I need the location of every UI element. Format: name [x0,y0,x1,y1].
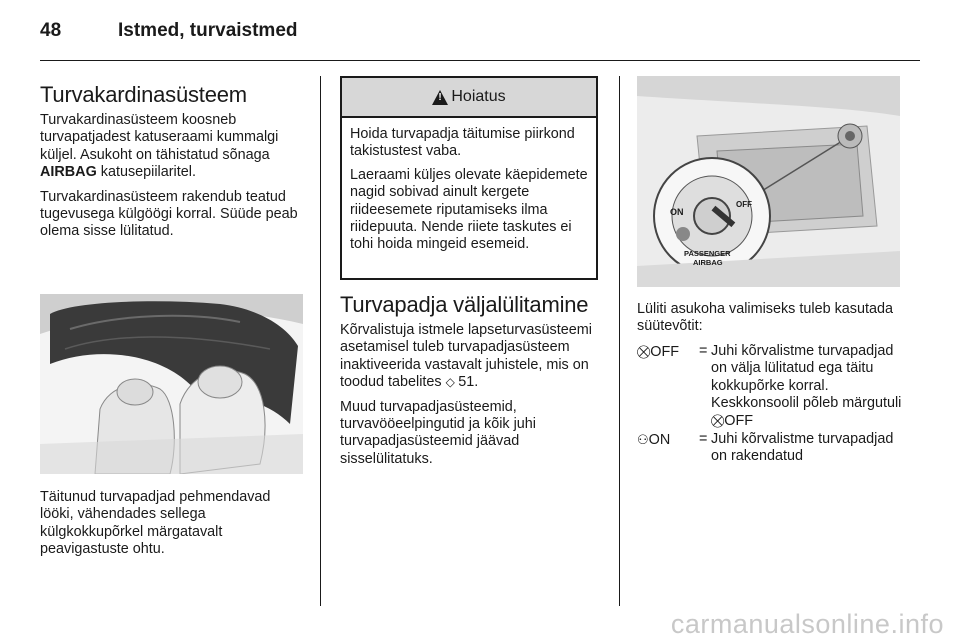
passenger-airbag-off-icon: ⛒ [711,413,725,429]
right-column [637,301,907,466]
photo-passenger-label: PASSENGER [684,249,731,258]
column-divider-1 [320,76,321,606]
passenger-airbag-on-icon: ⚇ [637,431,649,447]
page-number: 48 [40,20,62,41]
middle-column [340,292,602,475]
term-off-sep: = [699,342,708,359]
airbag-switch-photo [637,76,900,287]
curtain-paragraph-2: Turvakardinasüsteem rakendub teatud tugevusega külgöögi korral. Süüde peab olema sisse lülitatud. [40,188,298,240]
warning-paragraph-1: Hoida turvapadja täitumise piirkond takistustest vaba. [350,126,575,160]
warning-paragraph-2: Laeraami küljes olevate käepidemete nagid sobivad ainult kergete riideesemete riputamiseks ilma riidepuuta. Nende riiete taskutes ei tohi hoida mingeid esemeid. [350,166,588,253]
car-interior-drawing [40,294,303,474]
glovebox-switch-drawing [637,76,900,287]
illustration-caption: Täitunud turvapadjad pehmendavad lööki, vähendades sellega külgkokkupõrkel märgatavalt peavigastuste ohtu. [40,489,271,558]
switch-position-list [637,343,907,466]
curtain-airbag-illustration [40,294,303,474]
page-reference: 51 [458,374,475,391]
section-title: Istmed, turvaistmed [118,20,298,41]
left-caption-block [40,489,306,566]
photo-off-label: OFF [736,200,752,209]
page-reference-icon: ◇ [445,375,459,390]
photo-on-label: ON [670,207,684,217]
header-rule [40,60,920,61]
warning-title: Hoiatus [451,88,506,105]
term-off: ⛒OFF [637,343,680,360]
deactivation-paragraph-2: Muud turvapadjasüsteemid, turvavööeelpingutid ja kõik juhi turvapadjasüsteemid jäävad sisselülitatuks. [340,398,536,467]
curtain-paragraph-1: Turvakardinasüsteem koosneb turvapatjadest katuseraami kummalgi küljel. Asukoht on tähistatud sõnaga AIRBAG katusepiilaritel. [40,112,279,181]
term-off-desc: Juhi kõrvalistme turvapadjad on välja lülitatud ega täitu kokkupõrke korral. Keskkonsoolil põleb märgutuli ⛒OFF [711,342,902,430]
term-on-desc: Juhi kõrvalistme turvapadjad on rakendatud [711,430,894,465]
airbag-label: AIRBAG [40,164,97,181]
switch-intro: Lüliti asukoha valimiseks tuleb kasutada süütevõtit: [637,301,893,335]
term-on-sep: = [699,430,708,447]
deactivation-paragraph-1: Kõrvalistuja istmele lapseturvasüsteemi asetamisel tuleb turvapadjasüsteem inaktiveerida vastavalt juhistele, mis on toodud tabelites ◇ 51. [340,322,592,391]
photo-airbag-label: AIRBAG [693,258,723,267]
warning-triangle-icon: ! [432,90,448,105]
passenger-airbag-off-icon: ⛒ [637,343,651,359]
curtain-airbag-heading: Turvakardinasüsteem [40,82,247,107]
warning-header [342,78,596,118]
left-column [40,82,306,248]
watermark: carmanualsonline.info [670,609,944,639]
airbag-deactivation-heading: Turvapadja väljalülitamine [340,292,589,317]
warning-box [340,76,598,280]
column-divider-2 [619,76,620,606]
term-on: ⚇ON [637,431,671,448]
